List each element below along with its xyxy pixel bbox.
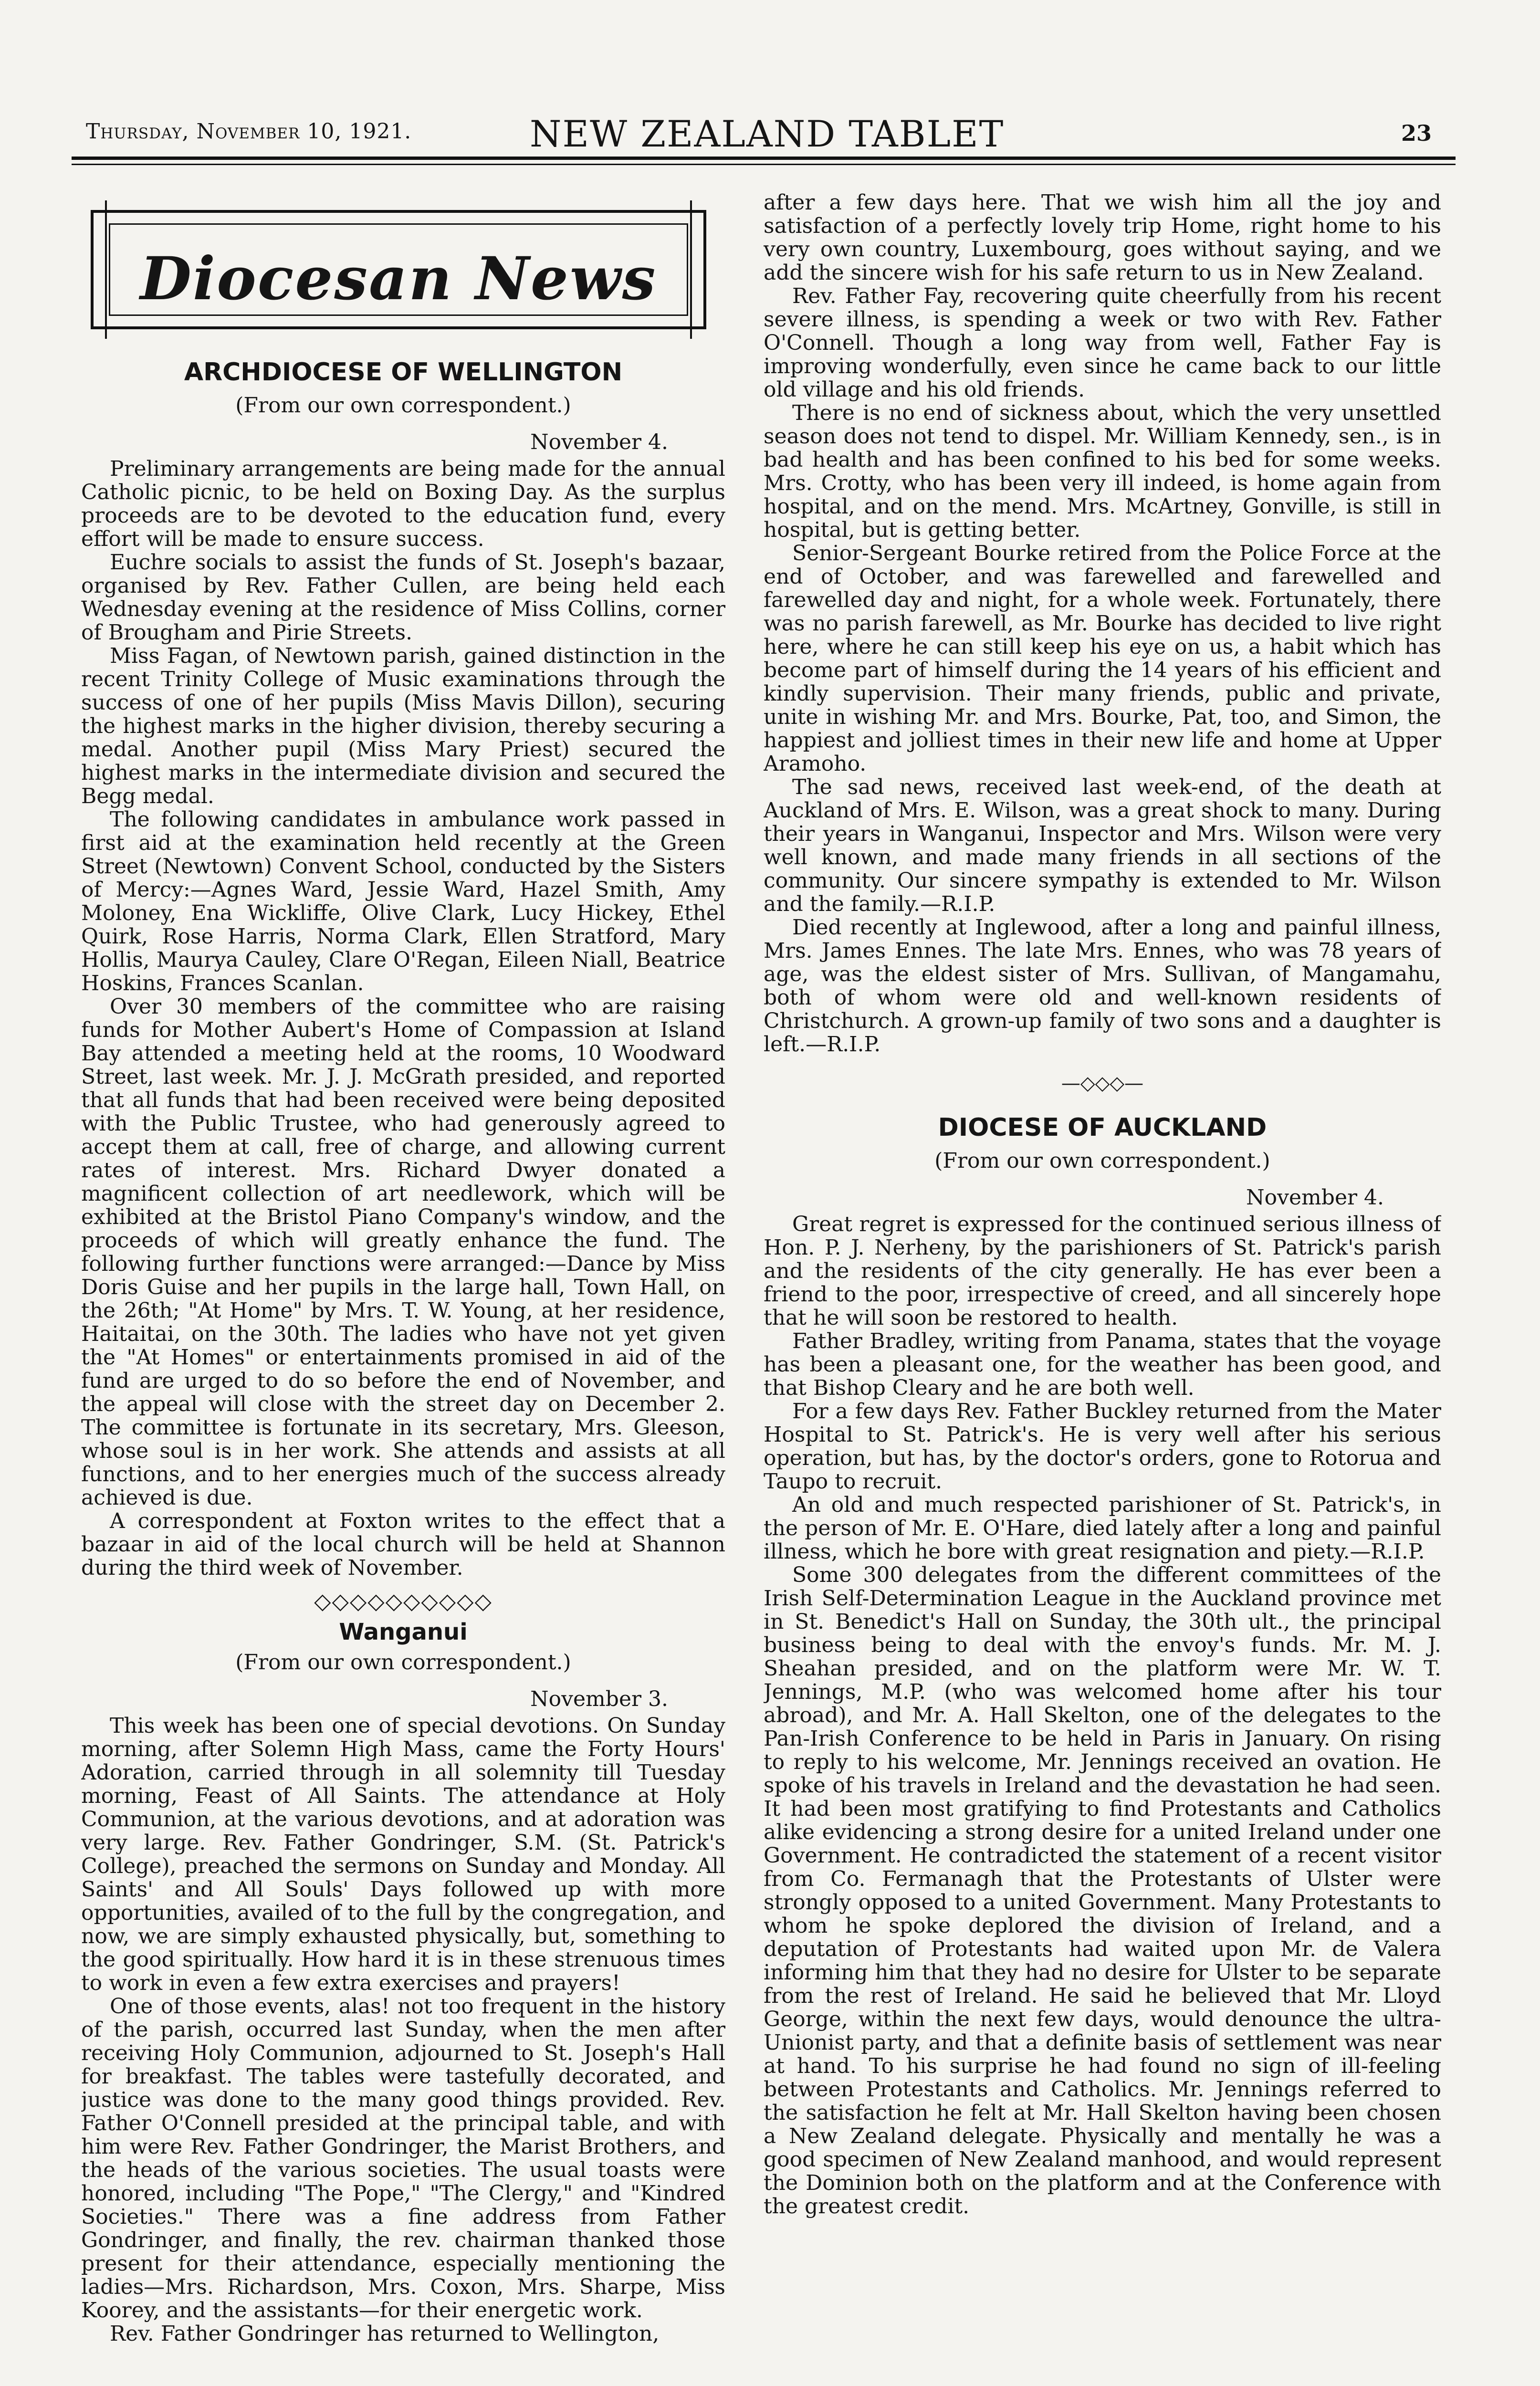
banner-title: Diocesan News (140, 244, 657, 314)
article-paragraph: There is no end of sickness about, which the very unsettled season does not tend to dispel. Mr. William Kennedy, sen., is in bad health and has been confined to his bed for some weeks. Mrs. Crotty, who has been very ill indeed, is home again from hospital, and on the mend. Mrs. McArtney, Gonville, is still in hospital, but is getting better. (764, 401, 1441, 542)
header-rule-thin (72, 164, 1456, 165)
wanganui-date: November 3. (530, 1687, 668, 1711)
article-paragraph: Rev. Father Gondringer has returned to Wellington, (110, 2322, 660, 2346)
auckland-date: November 4. (1246, 1185, 1384, 1210)
auckland-correspondent: (From our own correspondent.) (934, 1149, 1270, 1173)
masthead-title: NEW ZEALAND TABLET (530, 113, 1005, 155)
article-paragraph: The following candidates in ambulance work passed in first aid at the examination held recently at the Green Street (Newtown) Convent School, conducted by the Sisters of Mercy:—Agnes Ward, Jessie Ward, Hazel Smith, Amy Moloney, Ena Wickliffe, Olive Clark, Lucy Hickey, Ethel Quirk, Rose Harris, Norma Clark, Ellen Stratford, Mary Hollis, Maurya Cauley, Clare O'Regan, Eileen Niall, Beatrice Hoskins, Frances Scanlan. (81, 807, 725, 995)
article-paragraph: Father Bradley, writing from Panama, states that the voyage has been a pleasant one, for the weather has been good, and that Bishop Cleary and he are both well. (764, 1329, 1441, 1400)
wellington-date: November 4. (530, 430, 668, 454)
left-column (81, 200, 725, 2386)
article-paragraph: Some 300 delegates from the different committees of the Irish Self-Determination League in the Auckland province met in St. Benedict's Hall on Sunday, the 30th ult., the principal business being to deal with the envoy's funds. Mr. M. J. Sheahan presided, and on the platform were Mr. W. T. Jennings, M.P. (who was welcomed home after his tour abroad), and Mr. A. Hall Skelton, one of the delegates to the Pan-Irish Conference to be held in Paris in January. On rising to reply to his welcome, Mr. Jennings received an ovation. He spoke of his travels in Ireland and the devastation he had seen. It had been most gratifying to find Protestants and Catholics alike evidencing a strong desire for a united Ireland under one Government. He contradicted the statement of a recent visitor from Co. Fermanagh that the Protestants of Ulster were strongly opposed to a united Government. Many Protestants to whom he spoke deplored the division of Ireland, and a deputation of Protestants had waited upon Mr. de Valera informing him that they had no desire for Ulster to be separate from the rest of Ireland. He said he believed that Mr. Lloyd George, within the next few days, would denounce the ultra-Unionist party, and that a definite basis of settlement was near at hand. To his surprise he had found no sign of ill-feeling between Protestants and Catholics. Mr. Jennings referred to the satisfaction he felt at Mr. Hall Skelton having been chosen a New Zealand delegate. Physically and mentally he was a good specimen of New Zealand manhood, and would represent the Dominion both on the platform and at the Conference with the greatest credit. (764, 1563, 1441, 2219)
article-paragraph: Miss Fagan, of Newtown parish, gained distinction in the recent Trinity College of Music examinations through the success of one of her pupils (Miss Mavis Dillon), securing the highest marks in the higher division, thereby securing a medal. Another pupil (Miss Mary Priest) secured the highest marks in the intermediate division and secured the Begg medal. (81, 644, 725, 808)
section-ornament: ◇◇◇◇◇◇◇◇◇◇ (314, 1588, 492, 1614)
article-paragraph: This week has been one of special devotions. On Sunday morning, after Solemn High Mass, came the Forty Hours' Adoration, carried through in all solemnity till Tuesday morning, Feast of All Saints. The attendance at Holy Communion, at the various devotions, and at adoration was very large. Rev. Father Gondringer, S.M. (St. Patrick's College), preached the sermons on Sunday and Monday. All Saints' and All Souls' Days followed up with more opportunities, availed of to the full by the congregation, and now, we are simply exhausted physically, but, something to the good spiritually. How hard it is in these strenuous times to work in even a few extra exercises and prayers! (81, 1714, 725, 1995)
article-paragraph: One of those events, alas! not too frequent in the history of the parish, occurred last Sunday, when the men after receiving Holy Communion, adjourned to St. Joseph's Hall for breakfast. The tables were tastefully decorated, and justice was done to the many good things provided. Rev. Father O'Connell presided at the principal table, and with him were Rev. Father Gondringer, the Marist Brothers, and the heads of the various societies. The usual toasts were honored, including "The Pope," "The Clergy," and "Kindred Societies." There was a fine address from Father Gondringer, and finally, the rev. chairman thanked those present for their attendance, especially mentioning the ladies—Mrs. Richardson, Mrs. Coxon, Mrs. Sharpe, Miss Koorey, and the assistants—for their energetic work. (81, 1994, 725, 2323)
article-paragraph: For a few days Rev. Father Buckley returned from the Mater Hospital to St. Patrick's. He is very well after his serious operation, but has, by the doctor's orders, gone to Rotorua and Taupo to recruit. (764, 1399, 1441, 1494)
auckland-heading: DIOCESE OF AUCKLAND (938, 1113, 1267, 1142)
article-paragraph: Great regret is expressed for the continued serious illness of Hon. P. J. Nerheny, by the parishioners of St. Patrick's parish and the residents of the city generally. He has ever been a friend to the poor, irrespective of creed, and all sincerely hope that he will soon be restored to health. (764, 1212, 1441, 1330)
article-paragraph: Senior-Sergeant Bourke retired from the Police Force at the end of October, and was farewelled and farewelled and farewelled day and night, for a whole week. Fortunately, there was no parish farewell, as Mr. Bourke has decided to live right here, where he can still keep his eye on us, a habit which has become part of himself during the 14 years of his efficient and kindly supervision. Their many friends, public and private, unite in wishing Mr. and Mrs. Bourke, Pat, too, and Simon, the happiest and jolliest times in their new life and home at Upper Aramoho. (764, 541, 1441, 776)
article-paragraph: Preliminary arrangements are being made for the annual Catholic picnic, to be held on Boxing Day. As the surplus proceeds are to be devoted to the education fund, every effort will be made to ensure success. (81, 457, 725, 551)
wanganui-heading: Wanganui (339, 1619, 468, 1645)
article-paragraph: A correspondent at Foxton writes to the effect that a bazaar in aid of the local church will be held at Shannon during the third week of November. (81, 1509, 725, 1580)
page-number: 23 (1401, 120, 1432, 146)
wanganui-correspondent: (From our own correspondent.) (235, 1650, 571, 1674)
wellington-heading: ARCHDIOCESE OF WELLINGTON (184, 358, 623, 387)
right-column (764, 191, 1441, 2376)
article-paragraph: Rev. Father Fay, recovering quite cheerfully from his recent severe illness, is spending a week or two with Rev. Father O'Connell. Though a long way from well, Father Fay is improving wonderfully, even since he came back to our little old village and his old friends. (764, 284, 1441, 402)
section-ornament-small: —◇◇◇— (1061, 1072, 1144, 1094)
article-paragraph: after a few days here. That we wish him all the joy and satisfaction of a perfectly lovely trip Home, right home to his very own country, Luxembourg, goes without saying, and we add the sincere wish for his safe return to us in New Zealand. (764, 191, 1441, 285)
article-paragraph: An old and much respected parishioner of St. Patrick's, in the person of Mr. E. O'Hare, died lately after a long and painful illness, which he bore with great resignation and piety.—R.I.P. (764, 1493, 1441, 1564)
diocesan-news-banner (81, 200, 716, 339)
issue-date: Thursday, November 10, 1921. (86, 119, 412, 144)
page-header (86, 110, 1432, 162)
article-paragraph: Euchre socials to assist the funds of St. Joseph's bazaar, organised by Rev. Father Cullen, are being held each Wednesday evening at the residence of Miss Collins, corner of Brougham and Pirie Streets. (81, 550, 725, 645)
article-paragraph: The sad news, received last week-end, of the death at Auckland of Mrs. E. Wilson, was a great shock to many. During their years in Wanganui, Inspector and Mrs. Wilson were very well known, and made many friends in all sections of the community. Our sincere sympathy is extended to Mr. Wilson and the family.—R.I.P. (764, 775, 1441, 916)
article-paragraph: Died recently at Inglewood, after a long and painful illness, Mrs. James Ennes. The late Mrs. Ennes, who was 78 years of age, was the eldest sister of Mrs. Sullivan, of Mangamahu, both of whom were old and well-known residents of Christchurch. A grown-up family of two sons and a daughter is left.—R.I.P. (764, 915, 1441, 1057)
header-rule (72, 157, 1456, 160)
article-paragraph: Over 30 members of the committee who are raising funds for Mother Aubert's Home of Compassion at Island Bay attended a meeting held at the rooms, 10 Woodward Street, last week. Mr. J. J. McGrath presided, and reported that all funds that had been received were being deposited with the Public Trustee, who had generously agreed to accept them at call, free of charge, and allowing current rates of interest. Mrs. Richard Dwyer donated a magnificent collection of art needlework, which will be exhibited at the Bristol Piano Company's window, and the proceeds of which will greatly enhance the fund. The following further functions were arranged:—Dance by Miss Doris Guise and her pupils in the large hall, Town Hall, on the 26th; "At Home" by Mrs. T. W. Young, at her residence, Haitaitai, on the 30th. The ladies who have not yet given the "At Homes" or entertainments promised in aid of the fund are urged to do so before the end of November, and the appeal will close with the street day on December 2. The committee is fortunate in its secretary, Mrs. Gleeson, whose soul is in her work. She attends and assists at all functions, and to her energies much of the success already achieved is due. (81, 994, 725, 1510)
wellington-correspondent: (From our own correspondent.) (235, 393, 571, 418)
